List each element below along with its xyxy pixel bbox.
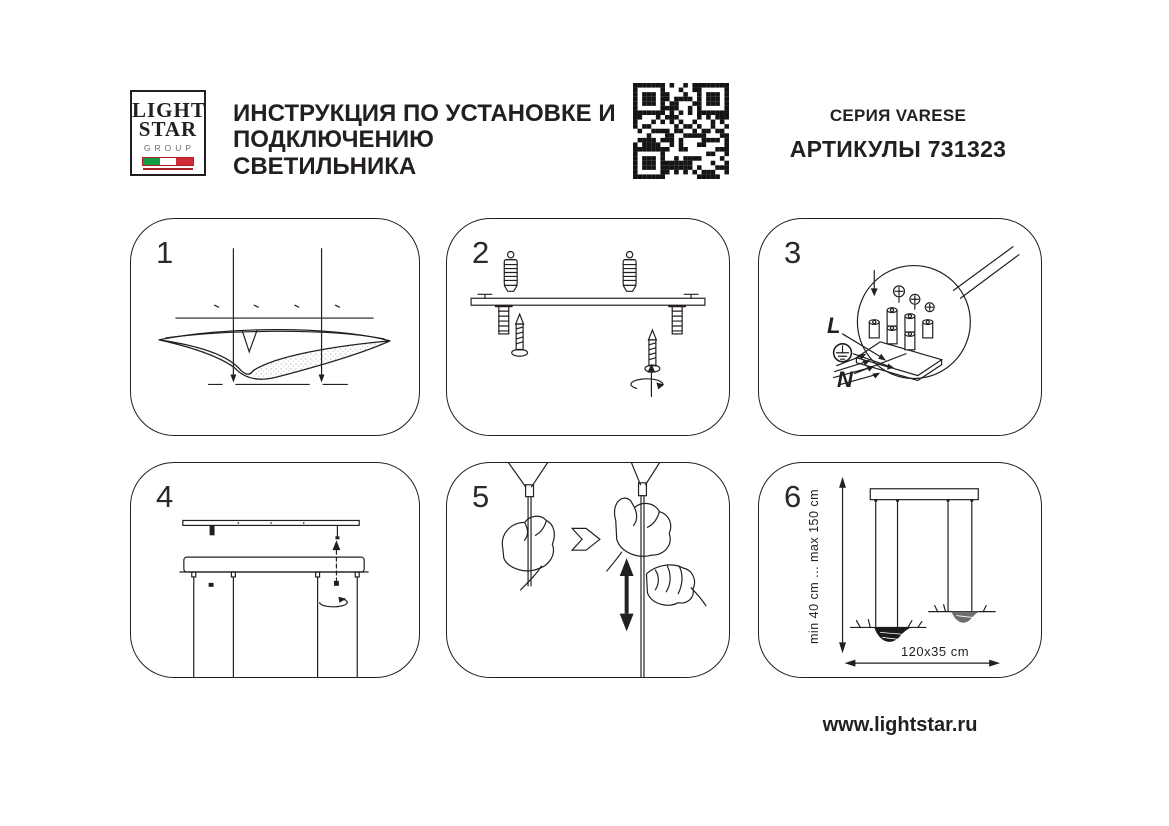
qr-code [633, 83, 729, 179]
lightstar-logo [130, 90, 206, 176]
step-number: 2 [472, 235, 490, 270]
step-panel-1 [130, 218, 420, 436]
mounting-bracket-illustration [447, 219, 729, 435]
title-line-1: ИНСТРУКЦИЯ ПО УСТАНОВКЕ И [233, 100, 616, 127]
website-url: www.lightstar.ru [822, 714, 978, 736]
step-number: 5 [472, 479, 490, 514]
logo-text-star: STAR [138, 117, 198, 142]
shade-suspension-illustration [131, 219, 419, 435]
article-label: АРТИКУЛЫ 731323 [789, 136, 1007, 162]
flag-underline [143, 168, 193, 170]
title-line-2: ПОДКЛЮЧЕНИЮ СВЕТИЛЬНИКА [233, 126, 434, 180]
step-number: 3 [784, 235, 802, 270]
step-number: 6 [784, 479, 802, 514]
canopy-mounting-illustration [131, 463, 419, 677]
step-panel-3 [758, 218, 1042, 436]
product-info [788, 106, 1008, 163]
step-panel-2 [446, 218, 730, 436]
neutral-wire-label: N [837, 367, 853, 392]
logo-text-group: GROUP [143, 142, 196, 153]
logo-text-light: LIGHT [132, 98, 206, 122]
step-panel-4 [130, 462, 420, 678]
width-dimension-label: 120x35 cm [900, 644, 970, 659]
step-number: 4 [156, 479, 174, 514]
step-panel-5 [446, 462, 730, 678]
wiring-terminal-illustration [759, 219, 1041, 435]
line-wire-label: L [827, 313, 841, 338]
step-panel-6 [758, 462, 1042, 678]
page-title [233, 101, 623, 180]
height-dimension-label: min 40 cm ... max 150 cm [807, 488, 821, 644]
series-label: СЕРИЯ VARESE [829, 106, 967, 125]
italian-flag-icon [142, 157, 194, 166]
cord-adjustment-illustration [447, 463, 729, 677]
step-number: 1 [156, 235, 174, 270]
